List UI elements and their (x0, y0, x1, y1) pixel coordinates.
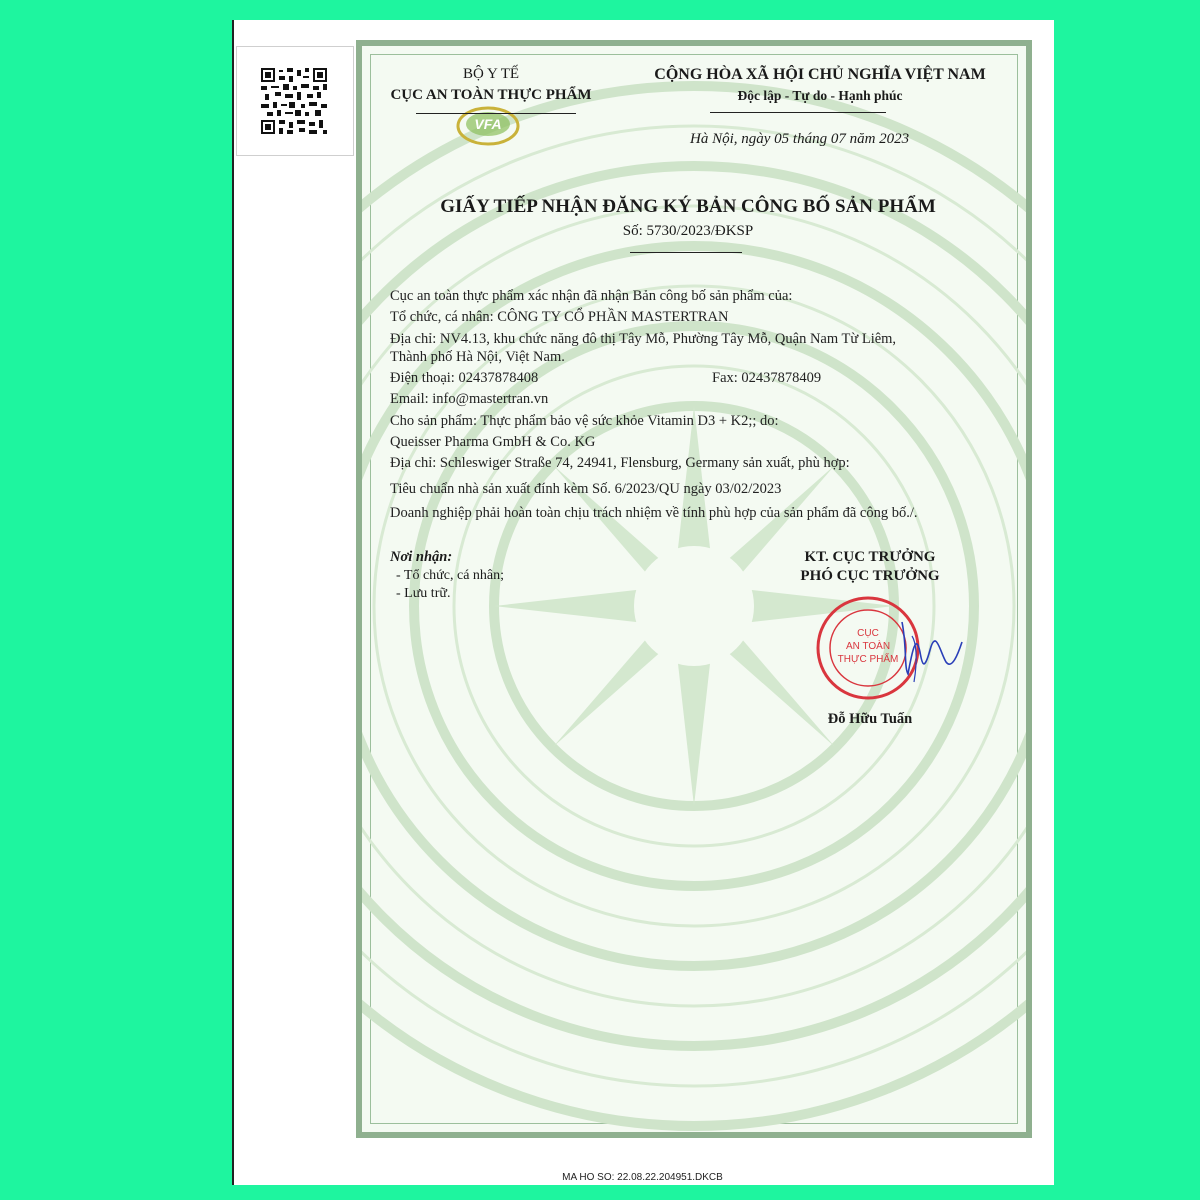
signer-name: Đỗ Hữu Tuấn (827, 711, 913, 727)
official-seal-icon (812, 592, 972, 708)
vfa-logo-icon (454, 102, 522, 146)
organization-line: Tổ chức, cá nhân: CÔNG TY CỔ PHẦN MASTERTRAN (390, 309, 729, 325)
document-number: Số: 5730/2023/ĐKSP (622, 223, 754, 239)
recipients-title: Nơi nhận: (390, 549, 453, 565)
right-header-rule (710, 112, 886, 113)
left-header-rule (416, 113, 576, 114)
svg-text:VFA: VFA (474, 116, 502, 132)
qr-code-box (236, 46, 354, 156)
qr-code-icon (261, 68, 327, 134)
svg-text:AN TOÀN: AN TOÀN (845, 641, 891, 652)
fax-line: Fax: 02437878409 (712, 370, 822, 386)
svg-text:THỰC PHẨM: THỰC PHẨM (837, 654, 899, 665)
standard-line: Tiêu chuẩn nhà sản xuất đính kèm Số. 6/2023/QU ngày 03/02/2023 (390, 481, 782, 497)
email-line: Email: info@mastertran.vn (390, 391, 549, 407)
manufacturer-line: Queisser Pharma GmbH & Co. KG (390, 434, 596, 450)
document-title: GIẤY TIẾP NHẬN ĐĂNG KÝ BẢN CÔNG BỐ SẢN PHẨM (440, 196, 936, 217)
national-motto: Độc lập - Tự do - Hạnh phúc (737, 88, 903, 103)
responsibility-line: Doanh nghiệp phải hoàn toàn chịu trách nhiệm về tính phù hợp của sản phẩm đã công bố./. (390, 505, 918, 521)
signer-role-2: PHÓ CỤC TRƯỞNG (800, 568, 940, 584)
phone-line: Điện thoại: 02437878408 (390, 370, 539, 386)
republic-name: CỘNG HÒA XÃ HỘI CHỦ NGHĨA VIỆT NAM (654, 66, 986, 83)
department-name: CỤC AN TOÀN THỰC PHẨM (390, 87, 592, 103)
signer-role-1: KT. CỤC TRƯỞNG (804, 549, 936, 565)
product-line: Cho sản phẩm: Thực phẩm bảo vệ sức khỏe Vitamin D3 + K2;; do: (390, 413, 779, 429)
record-code: MA HO SO: 22.08.22.204951.DKCB (562, 1172, 723, 1183)
svg-text:CỤC: CỤC (857, 628, 879, 639)
manufacturer-address-line: Địa chỉ: Schleswiger Straße 74, 24941, Flensburg, Germany sản xuất, phù hợp: (390, 455, 850, 471)
ministry-name: BỘ Y TẾ (462, 66, 520, 82)
recipient-item-2: - Lưu trữ. (396, 586, 451, 601)
address-line-1: Địa chỉ: NV4.13, khu chức năng đô thị Tây Mỗ, Phường Tây Mỗ, Quận Nam Từ Liêm, (390, 331, 897, 347)
intro-line: Cục an toàn thực phẩm xác nhận đã nhận Bản công bố sản phẩm của: (390, 288, 793, 304)
address-line-2: Thành phố Hà Nội, Việt Nam. (390, 349, 565, 365)
recipient-item-1: - Tổ chức, cá nhân; (396, 568, 505, 583)
place-date: Hà Nội, ngày 05 tháng 07 năm 2023 (690, 131, 910, 147)
title-rule (630, 252, 742, 253)
